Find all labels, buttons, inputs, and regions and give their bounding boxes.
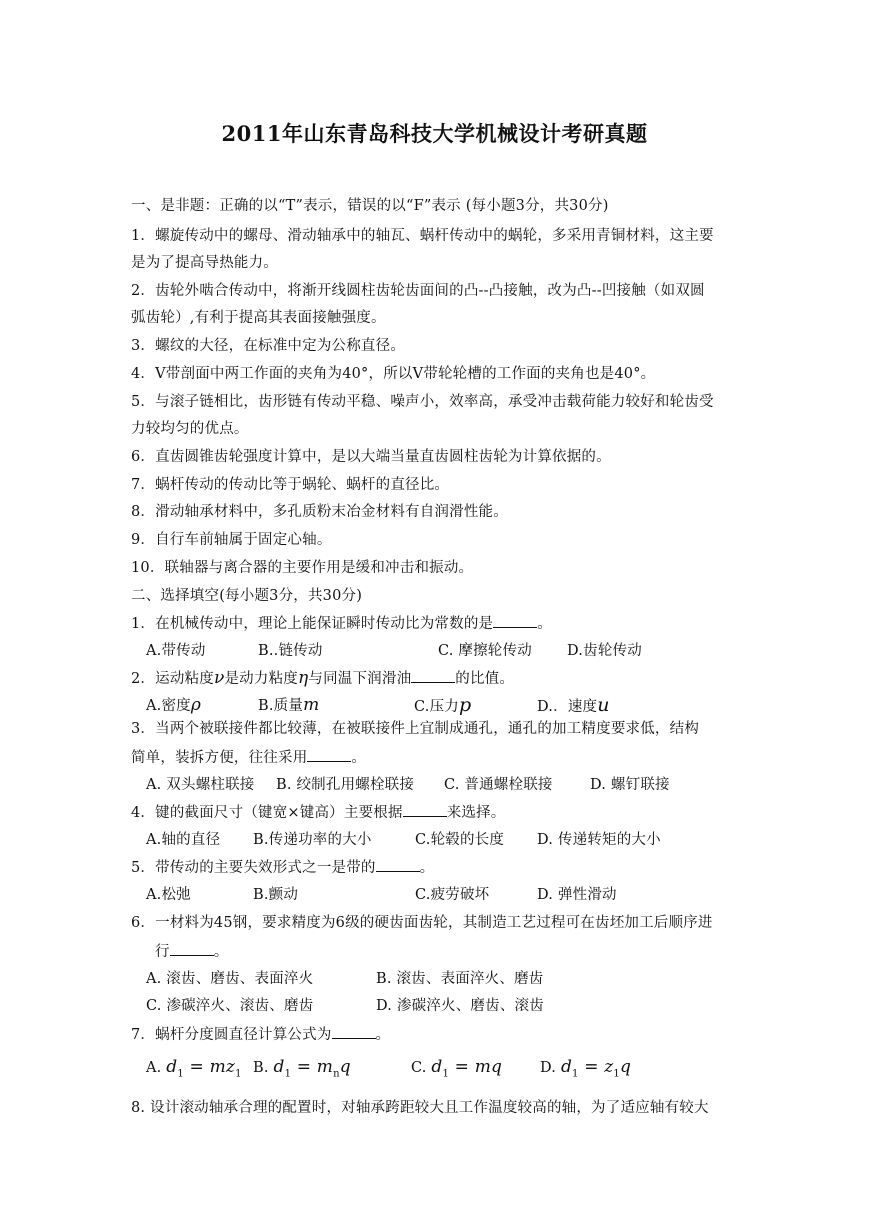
s2-q7-option-b: [253, 1057, 351, 1084]
option-label: A.: [146, 1060, 162, 1076]
s2-q2-option-d: [537, 695, 610, 717]
symbol-p: p: [459, 694, 472, 716]
s2-q5-option-a: A.松弛: [146, 887, 191, 903]
s2-q4-option-c: C.轮毂的长度: [415, 832, 505, 848]
s2-q2-option-c: [414, 695, 471, 717]
s2-q3-text: 简单，装拆方便，往往采用: [131, 750, 308, 766]
answer-blank: [493, 613, 537, 628]
s1-q2-line1: 2．齿轮外啮合传动中，将渐开线圆柱齿轮齿面间的凸--凸接触，改为凸--凹接触（如双圆: [131, 283, 705, 299]
s2-q4-option-a: A.轴的直径: [146, 832, 221, 848]
s2-q4-option-d: D. 传递转矩的大小: [537, 832, 661, 848]
s2-q6-option-b: B. 滚齿、表面淬火、磨齿: [376, 971, 544, 987]
symbol-rho: ρ: [190, 695, 202, 715]
s2-q5-option-d: D. 弹性滑动: [537, 887, 617, 903]
answer-blank: [332, 1024, 376, 1039]
option-label: A.密度: [146, 698, 191, 714]
s2-q1-text: 1．在机械传动中，理论上能保证瞬时传动比为常数的是: [131, 616, 494, 632]
s1-q10: 10．联轴器与离合器的主要作用是缓和冲击和振动。: [131, 560, 474, 576]
answer-blank: [403, 802, 447, 817]
s1-q1-line1: 1．螺旋传动中的螺母、滑动轴承中的轴瓦、蜗杆传动中的蜗轮，多采用青铜材料，这主要: [131, 228, 714, 244]
s2-q3-option-b: B. 绞制孔用螺栓联接: [276, 777, 415, 793]
s2-q4-end: 来选择。: [446, 805, 506, 821]
s1-q8: 8．滑动轴承材料中，多孔质粉末冶金材料有自润滑性能。: [131, 504, 508, 520]
option-label: C.: [411, 1060, 427, 1076]
formula-b: $d_1 = m_nq$: [273, 1057, 351, 1080]
s2-q7-stem: [131, 1024, 390, 1045]
s2-q2-stem: [131, 668, 514, 689]
s2-q6-line1: 6．一材料为45钢，要求精度为6级的硬齿面齿轮，其制造工艺过程可在齿坯加工后顺序进: [131, 915, 713, 931]
s2-q2-end: 的比值。: [455, 671, 515, 687]
symbol-nu: ν: [213, 668, 225, 688]
s2-q1-option-a: A.带传动: [146, 643, 206, 659]
s2-q2-option-a: [146, 695, 201, 716]
s2-q6-option-c: C. 渗碳淬火、滚齿、磨齿: [146, 998, 314, 1014]
s2-q4-option-b: B.传递功率的大小: [253, 832, 372, 848]
s2-q6-end: 。: [213, 944, 229, 960]
s2-q1-stem: [131, 613, 552, 634]
s2-q7-end: 。: [375, 1027, 391, 1043]
s2-q1-option-b: B..链传动: [258, 643, 323, 659]
s2-q1-option-c: C. 摩擦轮传动: [438, 643, 532, 659]
s2-q6-option-d: D. 渗碳淬火、磨齿、滚齿: [376, 998, 544, 1014]
s2-q5-stem: [131, 857, 434, 878]
s2-q3-end: 。: [351, 750, 367, 766]
s1-q5-line2: 力较均匀的优点。: [131, 421, 249, 437]
s2-q2-option-b: [258, 695, 319, 716]
option-label: D.: [540, 1060, 557, 1076]
option-label: B.: [253, 1060, 269, 1076]
s2-q4-text: 4．键的截面尺寸（键宽×键高）主要根据: [131, 805, 403, 821]
s2-q5-option-b: B.颤动: [253, 887, 299, 903]
s1-q1-line2: 是为了提高导热能力。: [131, 255, 278, 271]
s2-q3-option-a: A. 双头螺柱联接: [146, 777, 255, 793]
s2-q5-text: 5．带传动的主要失效形式之一是带的: [131, 860, 376, 876]
symbol-u: u: [597, 694, 610, 716]
s1-q9: 9．自行车前轴属于固定心轴。: [131, 532, 332, 548]
page-title: 2011年山东青岛科技大学机械设计考研真题: [221, 121, 648, 146]
symbol-eta: η: [297, 668, 309, 688]
s1-q6: 6．直齿圆锥齿轮强度计算中，是以大端当量直齿圆柱齿轮为计算依据的。: [131, 449, 611, 465]
s2-q8-line1: 8. 设计滚动轴承合理的配置时，对轴承跨距较大且工作温度较高的轴，为了适应轴有较大: [131, 1100, 709, 1116]
s1-q5-line1: 5．与滚子链相比，齿形链有传动平稳、噪声小，效率高，承受冲击载荷能力较好和轮齿受: [131, 394, 714, 410]
s1-q7: 7．蜗杆传动的传动比等于蜗轮、蜗杆的直径比。: [131, 477, 450, 493]
formula-d: $d_1 = z_1q$: [560, 1057, 632, 1080]
s2-q3-option-c: C. 普通螺栓联接: [444, 777, 553, 793]
s2-q7-option-d: [540, 1057, 631, 1084]
answer-blank: [376, 857, 420, 872]
s2-q5-option-c: C.疲劳破坏: [415, 887, 490, 903]
s2-q6-option-a: A. 滚齿、磨齿、表面淬火: [146, 971, 314, 987]
s2-q3-line2: [131, 747, 366, 768]
s2-q3-line1: 3．当两个被联接件都比较薄，在被联接件上宜制成通孔，通孔的加工精度要求低，结构: [131, 721, 700, 737]
s2-q1-end: 。: [537, 616, 552, 632]
section-2-heading: 二、选择填空(每小题3分，共30分): [131, 588, 363, 604]
s2-q1-option-d: D.齿轮传动: [567, 643, 642, 659]
answer-blank: [411, 668, 455, 683]
s1-q4: 4．V带剖面中两工作面的夹角为40°，所以V带轮轮槽的工作面的夹角也是40°。: [131, 366, 656, 382]
s1-q3: 3．螺纹的大径，在标准中定为公称直径。: [131, 338, 406, 354]
answer-blank: [307, 747, 351, 762]
s2-q6-text: 行: [155, 944, 170, 960]
option-label: D.．速度: [537, 699, 598, 715]
s2-q3-option-d: D. 螺钉联接: [590, 777, 670, 793]
s2-q2-text-2: 是动力粘度: [224, 671, 298, 687]
s2-q2-text-1: 2．运动粘度: [131, 671, 214, 687]
section-1-heading: 一、是非题：正确的以“T”表示，错误的以“F”表示 (每小题3分，共30分): [131, 198, 609, 214]
answer-blank: [170, 941, 214, 956]
s1-q2-line2: 弧齿轮）,有利于提高其表面接触强度。: [131, 310, 386, 326]
s2-q5-end: 。: [419, 860, 435, 876]
s2-q4-stem: [131, 802, 506, 823]
s2-q7-option-c: [411, 1057, 502, 1084]
s2-q2-text-3: 与同温下润滑油: [308, 671, 412, 687]
option-label: C.压力: [414, 699, 459, 715]
formula-c: $d_1$ = mq: [431, 1057, 503, 1080]
formula-a: $d_1 = mz_1$: [166, 1057, 242, 1080]
s2-q6-line2: [155, 941, 228, 962]
s2-q7-text: 7．蜗杆分度圆直径计算公式为: [131, 1027, 332, 1043]
s2-q7-option-a: [146, 1057, 242, 1084]
symbol-m: m: [303, 695, 320, 715]
option-label: B.质量: [258, 698, 304, 714]
